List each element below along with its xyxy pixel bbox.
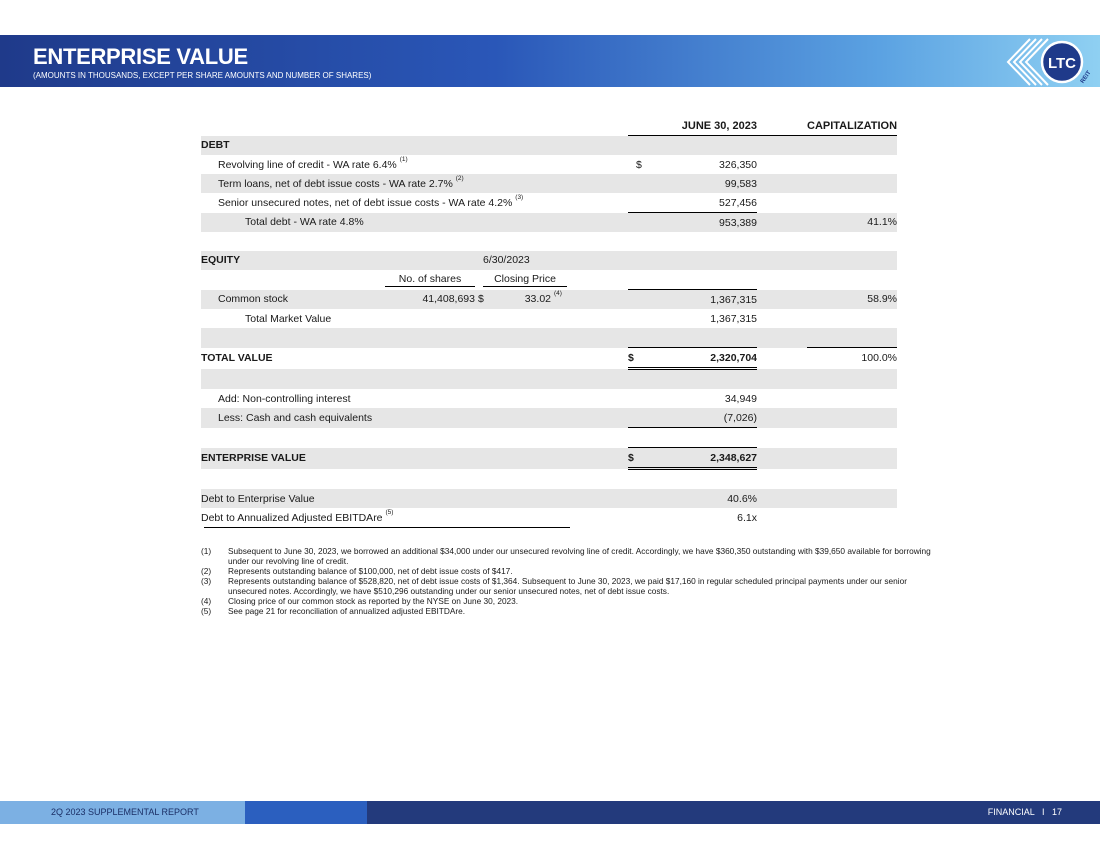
equity-section-row <box>201 251 897 270</box>
senior-notes-label: Senior unsecured notes, net of debt issue costs - WA rate 4.2% <box>218 196 513 209</box>
footnote: (2) Represents outstanding balance of $100,000, net of debt issue costs of $417. <box>201 566 513 576</box>
debt-ebitda-value: 6.1x <box>737 511 757 524</box>
page-subtitle: (AMOUNTS IN THOUSANDS, EXCEPT PER SHARE AMOUNTS AND NUMBER OF SHARES) <box>33 71 372 80</box>
table-row <box>201 213 897 233</box>
currency-symbol: $ <box>478 292 484 305</box>
common-shares: 41,408,693 <box>422 292 475 305</box>
debt-label: DEBT <box>201 136 628 156</box>
term-loans-value: 99,583 <box>640 174 757 193</box>
page-title: ENTERPRISE VALUE <box>33 44 248 69</box>
footnote-ref: (5) <box>385 508 394 516</box>
nci-label: Add: Non-controlling interest <box>218 392 351 405</box>
total-value: 2,320,704 <box>640 348 757 369</box>
footnote-ref: (2) <box>455 174 464 182</box>
table-row <box>201 508 897 527</box>
cash-value: (7,026) <box>640 408 757 428</box>
total-debt-value: 953,389 <box>640 213 757 233</box>
page-number: 17 <box>1051 807 1062 817</box>
footnotes <box>201 546 941 616</box>
table-row <box>201 193 897 213</box>
total-value-label: TOTAL VALUE <box>201 352 273 364</box>
footnote-ref: (4) <box>554 289 562 297</box>
footnote: (1) Subsequent to June 30, 2023, we borrowed an additional $34,000 under our unsecured revolving line of credit. Accordingly, we have $360,350 outstanding with $39,650 available for borrowing under our revolving line of credit. <box>201 546 931 566</box>
closing-price: 33.02 <box>524 292 551 305</box>
footnote: (5) See page 21 for reconciliation of annualized adjusted EBITDAre. <box>201 606 466 616</box>
footer-right <box>988 807 1062 817</box>
report-name: 2Q 2023 SUPPLEMENTAL REPORT <box>51 807 199 817</box>
footnote-divider <box>204 527 570 528</box>
nci-value: 34,949 <box>724 392 757 405</box>
table-row <box>201 489 897 508</box>
table-row <box>201 174 897 193</box>
market-value: 1,367,315 <box>710 312 757 325</box>
table-row <box>201 408 897 428</box>
enterprise-value-table <box>201 116 897 527</box>
enterprise-value-row <box>201 448 897 469</box>
logo-text: LTC <box>1047 55 1077 72</box>
ltc-logo <box>996 37 1096 87</box>
cash-label: Less: Cash and cash equivalents <box>201 408 628 428</box>
footnote: (3) Represents outstanding balance of $528,820, net of debt issue costs of $1,364. Subsequent to June 30, 2023, we paid $17,160 in regular scheduled principal payments under our senior unsecured notes. Accordingly, we have $510,296 outstanding under our senior unsecured notes, net of debt issue costs. <box>201 576 907 596</box>
date-column-header: JUNE 30, 2023 <box>640 116 757 136</box>
logo-sub: REIT <box>1079 70 1093 85</box>
table-row <box>201 389 897 408</box>
total-value-row <box>201 348 897 369</box>
footnote-ref: (3) <box>515 193 524 201</box>
table-row <box>201 309 897 328</box>
total-debt-label: Total debt - WA rate 4.8% <box>201 213 628 233</box>
page-header <box>0 35 1100 87</box>
revolving-label: Revolving line of credit - WA rate 6.4% <box>218 158 397 171</box>
equity-date: 6/30/2023 <box>483 254 530 266</box>
footnote-ref: (1) <box>399 155 408 163</box>
shares-header: No. of shares <box>385 273 475 287</box>
currency-symbol: $ <box>636 158 642 171</box>
common-stock-cap: 58.9% <box>807 290 897 310</box>
debt-section-row <box>201 136 897 156</box>
table-row <box>201 290 897 310</box>
debt-ebitda-label: Debt to Annualized Adjusted EBITDAre <box>201 511 383 524</box>
capitalization-column-header: CAPITALIZATION <box>807 116 897 136</box>
equity-subheader-row <box>201 270 897 290</box>
page-footer <box>0 801 1100 824</box>
footnote: (4) Closing price of our common stock as reported by the NYSE on June 30, 2023. <box>201 596 519 606</box>
revolving-value: 326,350 <box>719 158 757 171</box>
debt-ev-value: 40.6% <box>640 489 757 508</box>
debt-ev-label: Debt to Enterprise Value <box>201 489 628 508</box>
enterprise-value-label: ENTERPRISE VALUE <box>201 448 628 469</box>
common-stock-label: Common stock <box>218 292 289 305</box>
market-value-label: Total Market Value <box>245 312 332 325</box>
enterprise-value: 2,348,627 <box>640 448 757 469</box>
currency-symbol: $ <box>628 448 640 469</box>
price-header: Closing Price <box>483 273 567 287</box>
currency-symbol: $ <box>628 348 640 369</box>
common-stock-value: 1,367,315 <box>640 290 757 310</box>
term-loans-label: Term loans, net of debt issue costs - WA rate 2.7% <box>218 177 453 190</box>
table-row <box>201 155 897 174</box>
column-header-row <box>201 116 897 136</box>
senior-notes-value: 527,456 <box>640 193 757 213</box>
total-value-cap: 100.0% <box>807 348 897 369</box>
section-name: FINANCIAL <box>987 807 1035 817</box>
footer-separator: I <box>1041 807 1045 817</box>
equity-label: EQUITY <box>201 254 241 266</box>
total-debt-cap: 41.1% <box>807 213 897 233</box>
